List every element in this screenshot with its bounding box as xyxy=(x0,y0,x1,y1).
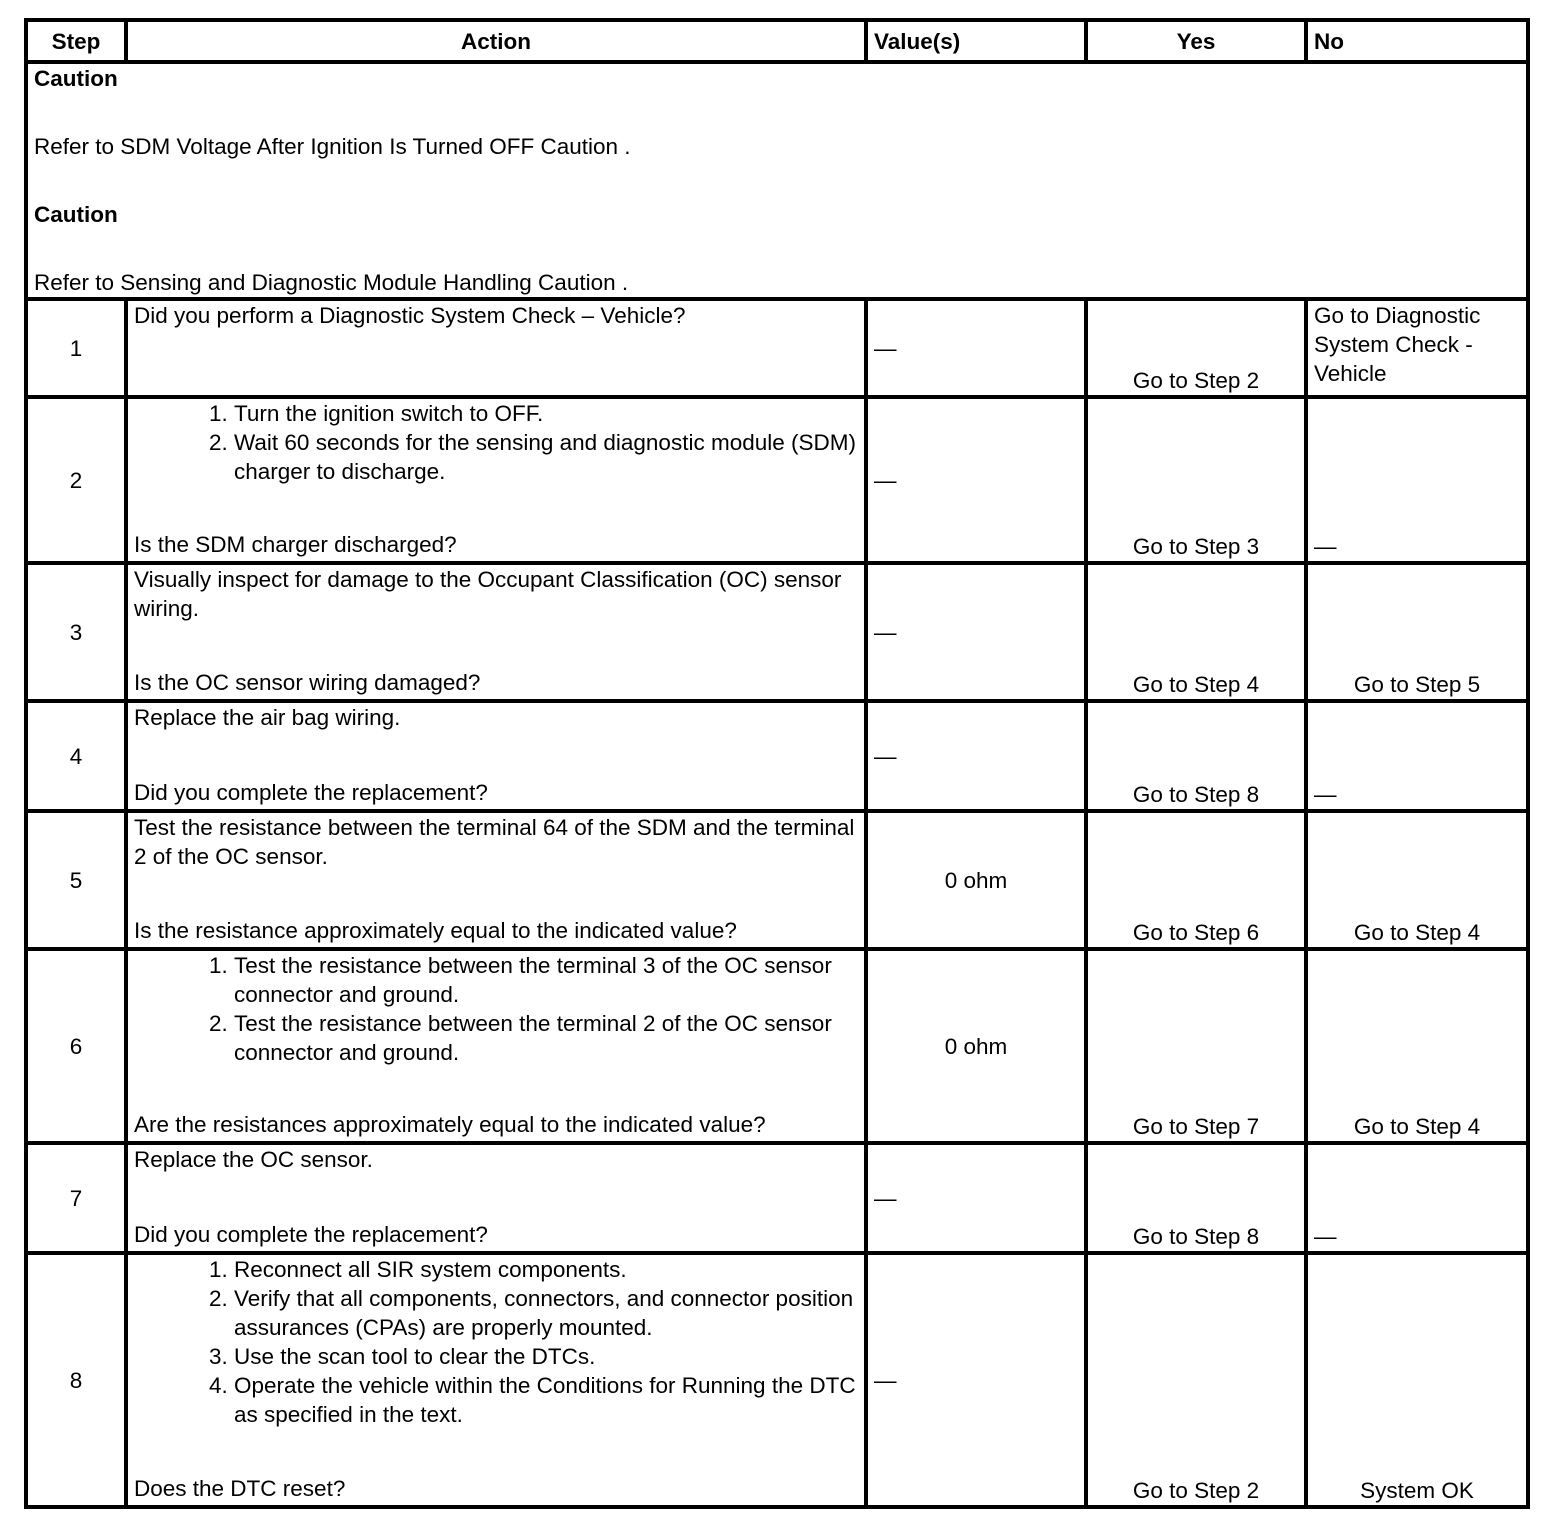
list-item: 1. Reconnect all SIR system components. xyxy=(234,1255,858,1284)
no-result: Go to Diagnostic System Check - Vehicle xyxy=(1306,299,1528,397)
value-cell: 0 ohm xyxy=(866,811,1086,949)
action-instruction: Replace the air bag wiring. xyxy=(134,705,401,730)
yes-result: Go to Step 8 xyxy=(1086,701,1306,811)
action-question: Are the resistances approximately equal to the indicated value? xyxy=(134,1112,766,1137)
step-number: 3 xyxy=(26,563,126,701)
action-cell xyxy=(126,299,866,397)
step-number: 1 xyxy=(26,299,126,397)
table-row xyxy=(26,811,1528,949)
header-action: Action xyxy=(126,20,866,62)
no-result: Go to Step 4 xyxy=(1306,811,1528,949)
no-result: Go to Step 4 xyxy=(1306,949,1528,1143)
header-no: No xyxy=(1306,20,1528,62)
yes-result: Go to Step 8 xyxy=(1086,1143,1306,1253)
step-number: 5 xyxy=(26,811,126,949)
action-steps-list xyxy=(134,951,858,1067)
list-item: 2. Wait 60 seconds for the sensing and diagnostic module (SDM) charger to discharge. xyxy=(234,428,858,486)
step-number: 2 xyxy=(26,397,126,563)
action-question: Is the SDM charger discharged? xyxy=(134,532,457,557)
caution-row xyxy=(26,62,1528,299)
action-cell xyxy=(126,397,866,563)
table-row xyxy=(26,949,1528,1143)
action-instruction: Replace the OC sensor. xyxy=(134,1147,373,1172)
caution-cell xyxy=(26,62,1528,299)
list-item: 3. Use the scan tool to clear the DTCs. xyxy=(234,1342,858,1371)
no-result: — xyxy=(1306,397,1528,563)
list-item: 1. Turn the ignition switch to OFF. xyxy=(234,399,858,428)
yes-result: Go to Step 2 xyxy=(1086,299,1306,397)
action-question: Did you complete the replacement? xyxy=(134,780,488,805)
value-cell: — xyxy=(866,701,1086,811)
step-number: 8 xyxy=(26,1253,126,1507)
step-number: 4 xyxy=(26,701,126,811)
action-cell xyxy=(126,811,866,949)
table-row xyxy=(26,701,1528,811)
list-item: 2. Test the resistance between the terminal 2 of the OC sensor connector and ground. xyxy=(234,1009,858,1067)
no-result: System OK xyxy=(1306,1253,1528,1507)
step-number: 6 xyxy=(26,949,126,1143)
value-cell: 0 ohm xyxy=(866,949,1086,1143)
table-row xyxy=(26,299,1528,397)
table-row xyxy=(26,1143,1528,1253)
list-item: 2. Verify that all components, connectors, and connector position assurances (CPAs) are properly mounted. xyxy=(234,1284,858,1342)
yes-result: Go to Step 6 xyxy=(1086,811,1306,949)
yes-result: Go to Step 4 xyxy=(1086,563,1306,701)
table-row xyxy=(26,1253,1528,1507)
list-item: 1. Test the resistance between the terminal 3 of the OC sensor connector and ground. xyxy=(234,951,858,1009)
caution-title: Caution xyxy=(34,202,118,227)
value-cell: — xyxy=(866,1253,1086,1507)
header-row xyxy=(26,20,1528,62)
action-cell xyxy=(126,949,866,1143)
action-cell xyxy=(126,1253,866,1507)
header-step: Step xyxy=(26,20,126,62)
action-instruction: Test the resistance between the terminal 64 of the SDM and the terminal 2 of the OC sensor. xyxy=(134,815,855,869)
action-cell xyxy=(126,1143,866,1253)
action-cell xyxy=(126,701,866,811)
value-cell: — xyxy=(866,299,1086,397)
value-cell: — xyxy=(866,397,1086,563)
value-cell: — xyxy=(866,1143,1086,1253)
action-instruction: Visually inspect for damage to the Occupant Classification (OC) sensor wiring. xyxy=(134,567,842,621)
caution-text: Refer to Sensing and Diagnostic Module Handling Caution . xyxy=(34,270,629,295)
action-instruction: Did you perform a Diagnostic System Check – Vehicle? xyxy=(134,303,686,328)
table-row xyxy=(26,397,1528,563)
action-question: Did you complete the replacement? xyxy=(134,1222,488,1247)
diagnostic-table xyxy=(24,18,1530,1509)
caution-title: Caution xyxy=(34,66,118,91)
list-item: 4. Operate the vehicle within the Conditions for Running the DTC as specified in the text. xyxy=(234,1371,858,1429)
table-row xyxy=(26,563,1528,701)
no-result: — xyxy=(1306,701,1528,811)
action-steps-list xyxy=(134,399,858,486)
action-cell xyxy=(126,563,866,701)
action-question: Is the OC sensor wiring damaged? xyxy=(134,670,481,695)
header-values: Value(s) xyxy=(866,20,1086,62)
yes-result: Go to Step 2 xyxy=(1086,1253,1306,1507)
action-question: Does the DTC reset? xyxy=(134,1476,346,1501)
action-steps-list xyxy=(134,1255,858,1429)
step-number: 7 xyxy=(26,1143,126,1253)
no-result: Go to Step 5 xyxy=(1306,563,1528,701)
no-result: — xyxy=(1306,1143,1528,1253)
yes-result: Go to Step 3 xyxy=(1086,397,1306,563)
value-cell: — xyxy=(866,563,1086,701)
caution-text: Refer to SDM Voltage After Ignition Is Turned OFF Caution . xyxy=(34,134,631,159)
yes-result: Go to Step 7 xyxy=(1086,949,1306,1143)
action-question: Is the resistance approximately equal to the indicated value? xyxy=(134,918,737,943)
header-yes: Yes xyxy=(1086,20,1306,62)
